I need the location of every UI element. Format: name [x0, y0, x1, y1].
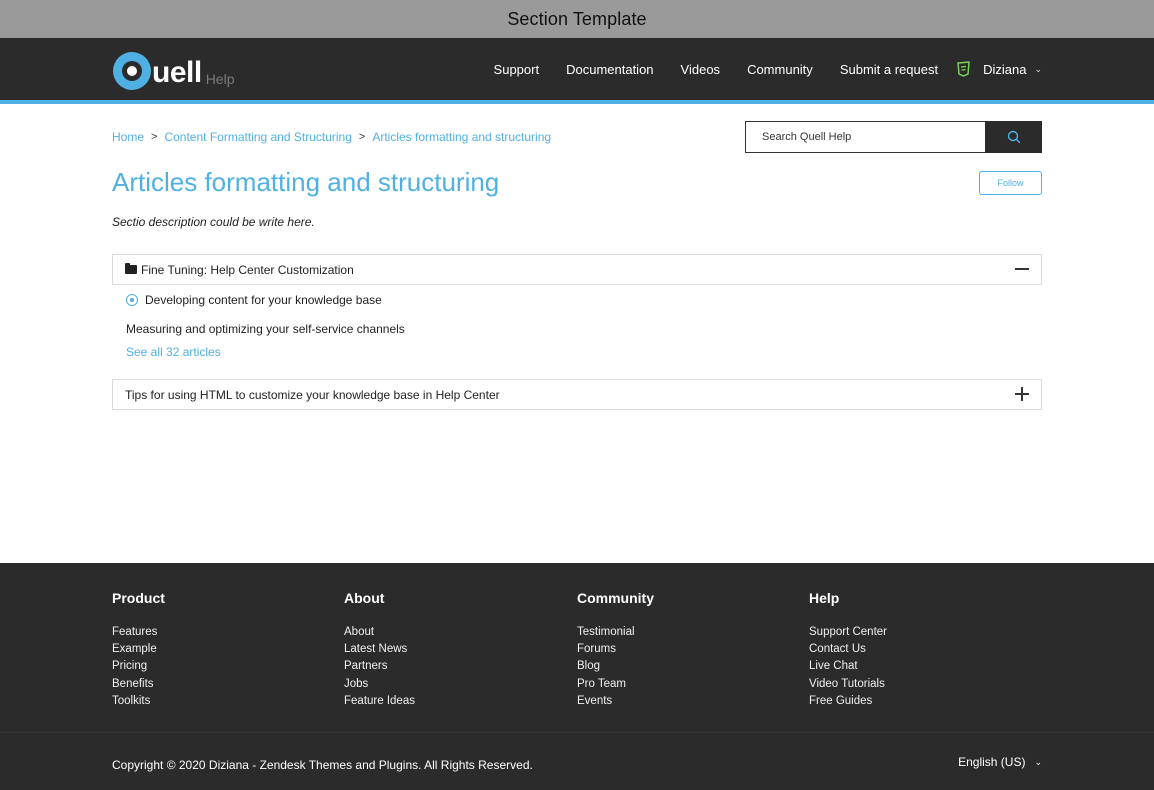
footer-column-community — [577, 590, 654, 710]
site-footer — [0, 563, 1154, 790]
footer-link[interactable]: Partners — [344, 660, 388, 673]
header-accent-bar — [0, 100, 1154, 104]
footer-link[interactable]: Features — [112, 626, 158, 638]
footer-link[interactable]: Free Guides — [809, 694, 873, 707]
footer-link[interactable]: Jobs — [344, 677, 369, 690]
logo-subtext: Help — [205, 71, 235, 87]
search-input[interactable] — [745, 121, 985, 153]
footer-link[interactable]: Forums — [577, 643, 616, 656]
footer-link[interactable]: Example — [112, 643, 157, 656]
language-label: English (US) — [958, 755, 1026, 769]
footer-column-product — [112, 590, 165, 710]
article-link-measuring[interactable] — [126, 322, 405, 336]
article-link-developing-content[interactable] — [126, 293, 382, 307]
breadcrumb-section[interactable]: Articles formatting and structuring — [372, 130, 552, 144]
page-title: Articles formatting and structuring — [112, 167, 500, 197]
window-title: Section Template — [507, 8, 647, 29]
breadcrumb — [112, 130, 551, 144]
nav-videos[interactable]: Videos — [680, 61, 721, 77]
accordion-header-fine-tuning[interactable] — [112, 254, 1042, 285]
footer-link[interactable]: Toolkits — [112, 694, 151, 707]
accordion-title: Tips for using HTML to customize your knowledge base in Help Center — [125, 387, 500, 402]
copyright-text: Copyright © 2020 Diziana - Zendesk Themes and Plugins. All Rights Reserved. — [112, 758, 533, 772]
accordion-header-html-tips[interactable] — [112, 379, 1042, 410]
footer-divider — [0, 732, 1154, 733]
footer-link[interactable]: Feature Ideas — [344, 694, 415, 707]
footer-column-title: Community — [577, 590, 654, 606]
breadcrumb-category[interactable]: Content Formatting and Structuring — [164, 130, 352, 144]
footer-link[interactable]: Support Center — [809, 626, 887, 638]
footer-link[interactable]: Benefits — [112, 677, 154, 690]
nav-community[interactable]: Community — [747, 61, 813, 77]
breadcrumb-separator: > — [151, 131, 158, 143]
search-bar — [745, 121, 1042, 153]
chevron-down-icon: ⌄ — [1034, 756, 1042, 767]
logo-text: uell — [152, 56, 202, 89]
footer-link[interactable]: Events — [577, 694, 613, 707]
follow-button[interactable]: Follow — [979, 171, 1042, 195]
footer-link[interactable]: Live Chat — [809, 660, 858, 673]
footer-link[interactable]: Video Tutorials — [809, 677, 885, 690]
language-selector[interactable] — [958, 755, 1042, 769]
main-nav — [467, 38, 1042, 100]
search-icon — [1007, 130, 1021, 144]
user-name: Diziana — [983, 61, 1027, 77]
search-button[interactable] — [985, 121, 1042, 153]
footer-link[interactable]: Contact Us — [809, 643, 866, 656]
logo-q-icon — [113, 52, 151, 90]
nav-support[interactable]: Support — [493, 61, 540, 77]
footer-column-title: Help — [809, 590, 840, 606]
breadcrumb-home[interactable]: Home — [112, 130, 145, 144]
footer-link[interactable]: Blog — [577, 660, 601, 673]
footer-link[interactable]: Latest News — [344, 643, 408, 656]
collapse-icon[interactable] — [1015, 262, 1029, 276]
article-bullet-icon — [126, 294, 138, 306]
nav-documentation[interactable]: Documentation — [566, 61, 654, 77]
window-titlebar — [0, 0, 1154, 38]
user-avatar-icon — [956, 61, 971, 77]
breadcrumb-separator: > — [358, 131, 366, 143]
expand-icon[interactable] — [1015, 387, 1029, 401]
footer-column-title: Product — [112, 590, 165, 606]
article-title: Developing content for your knowledge base — [145, 293, 382, 307]
accordion-title: Fine Tuning: Help Center Customization — [141, 262, 354, 277]
footer-link[interactable]: Pricing — [112, 660, 148, 673]
footer-column-about — [344, 590, 415, 710]
nav-submit-request[interactable]: Submit a request — [839, 61, 939, 77]
footer-column-title: About — [344, 590, 385, 606]
see-all-articles-link[interactable]: See all 32 articles — [126, 345, 221, 359]
footer-link[interactable]: Pro Team — [577, 677, 627, 690]
folder-icon — [125, 265, 137, 274]
footer-column-help — [809, 590, 887, 710]
user-menu[interactable] — [956, 61, 1042, 77]
article-title: Measuring and optimizing your self-service channels — [126, 322, 405, 336]
logo[interactable] — [113, 48, 234, 90]
site-header — [0, 38, 1154, 100]
footer-link[interactable]: Testimonial — [577, 626, 635, 638]
section-description: Sectio description could be write here. — [112, 215, 315, 229]
chevron-down-icon: ⌄ — [1034, 63, 1042, 74]
footer-link[interactable]: About — [344, 626, 375, 638]
